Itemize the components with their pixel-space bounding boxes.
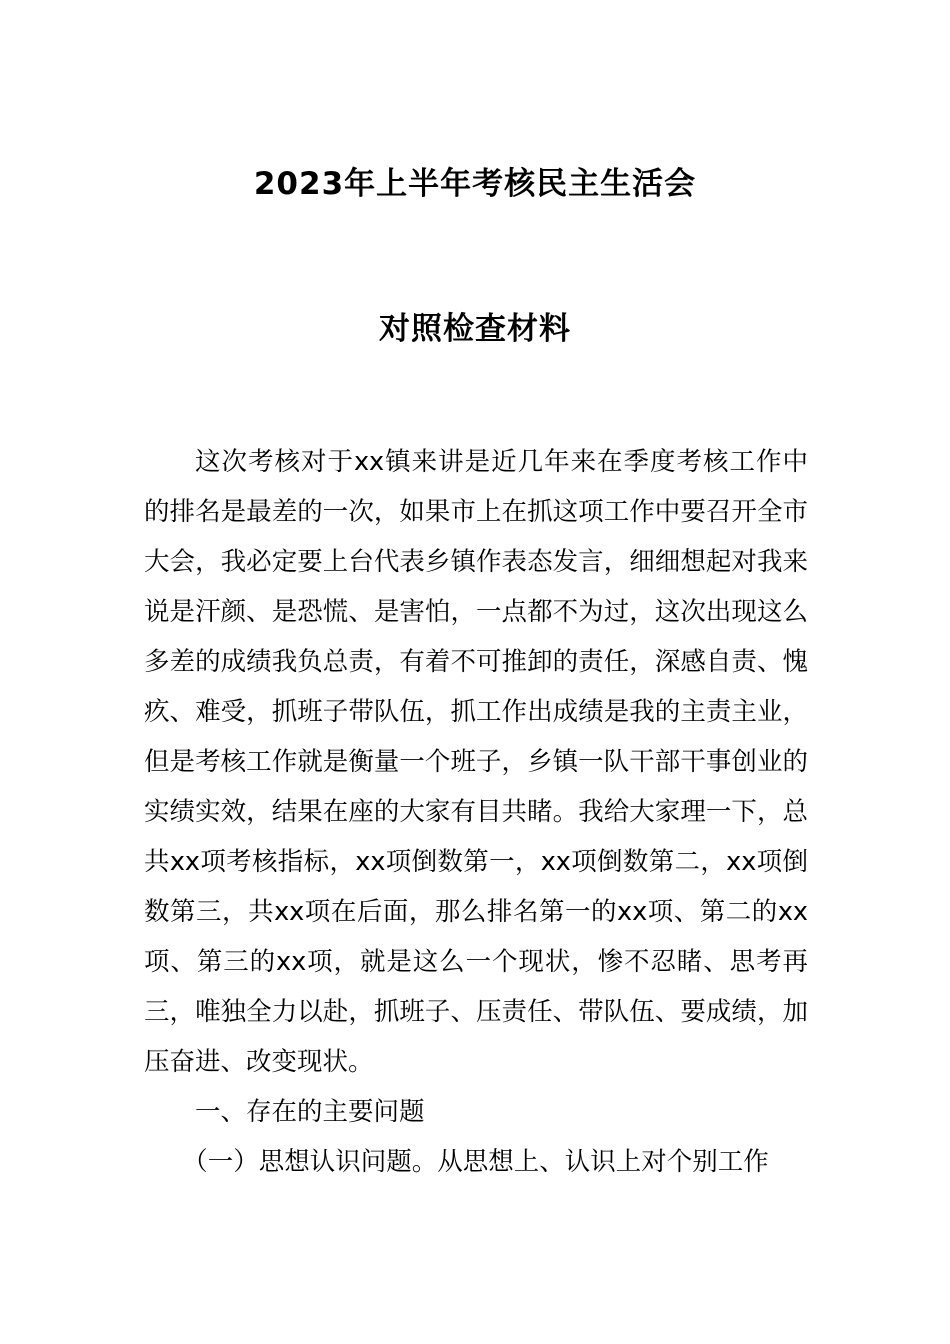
- section-heading: 一、存在的主要问题: [195, 1097, 425, 1127]
- document-body: [144, 437, 808, 1187]
- subsection-paragraph: （一）思想认识问题。从思想上、认识上对个别工作: [182, 1147, 769, 1177]
- document-title-line-2: 对照检查材料: [379, 311, 571, 347]
- document-title-line-1: 2023年上半年考核民主生活会: [253, 166, 697, 202]
- body-paragraph: 这次考核对于xx镇来讲是近几年来在季度考核工作中的排名是最差的一次，如果市上在抓这项工作中要召开全市大会，我必定要上台代表乡镇作表态发言，细细想起对我来说是汗颜、是恐慌、是害怕，一点都不为过，这次出现这么多差的成绩我负总责，有着不可推卸的责任，深感自责、愧疚、难受，抓班子带队伍，抓工作出成绩是我的主责主业，但是考核工作就是衡量一个班子，乡镇一队干部干事创业的实绩实效，结果在座的大家有目共睹。我给大家理一下，总共xx项考核指标，xx项倒数第一，xx项倒数第二，xx项倒数第三，共xx项在后面，那么排名第一的xx项、第二的xx项、第三的xx项，就是这么一个现状，惨不忍睹、思考再三，唯独全力以赴，抓班子、压责任、带队伍、要成绩，加压奋进、改变现状。: [144, 447, 808, 1077]
